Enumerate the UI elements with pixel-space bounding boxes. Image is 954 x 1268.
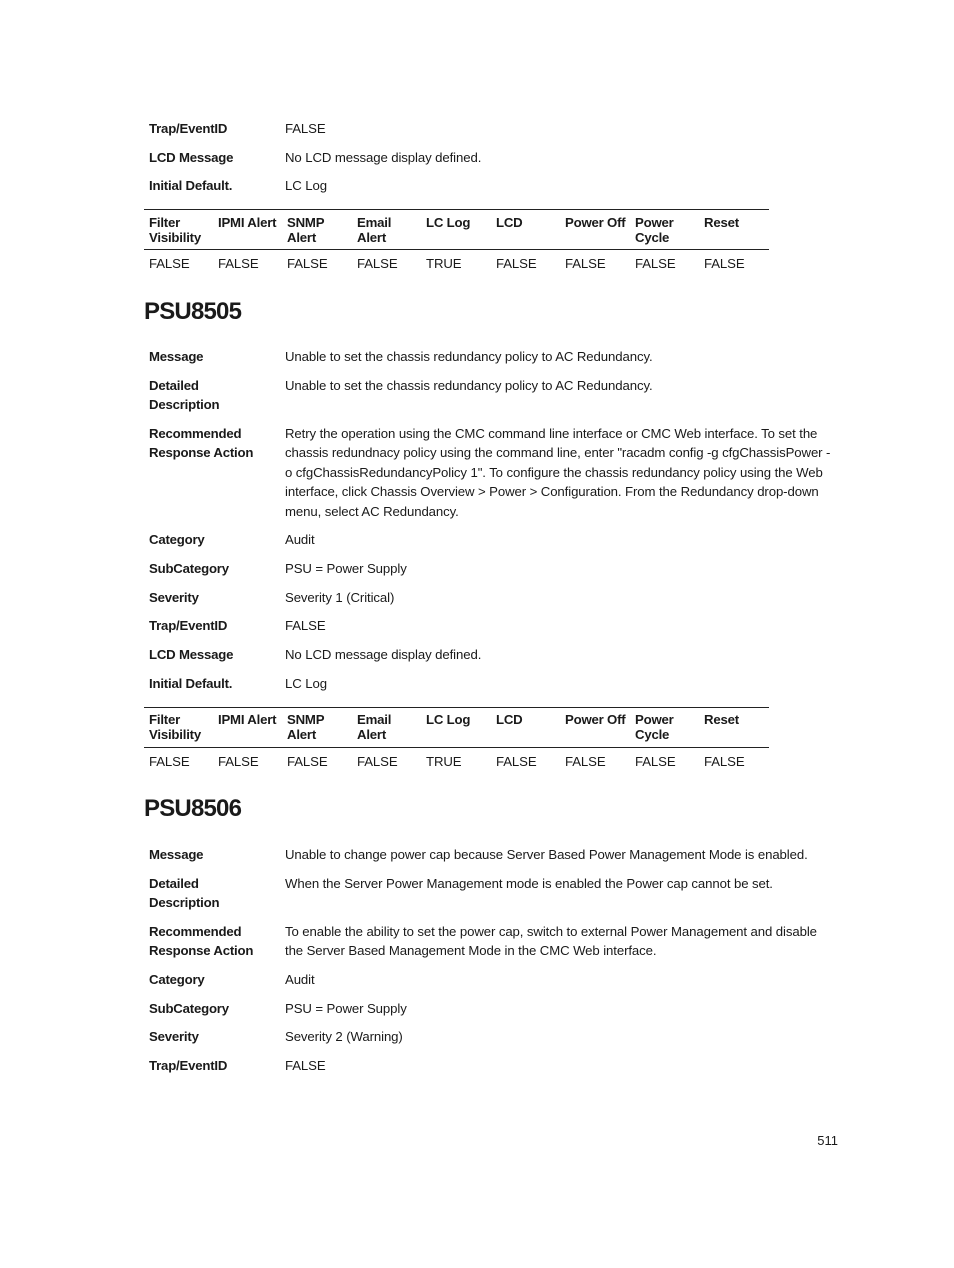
- table-cell: FALSE: [704, 754, 745, 769]
- table-top-rule: [144, 209, 769, 210]
- flags-table: [144, 209, 769, 275]
- field-label: Initial Default.: [149, 676, 233, 691]
- table-cell: TRUE: [426, 754, 462, 769]
- field-value: Unable to set the chassis redundancy policy to AC Redundancy.: [285, 349, 653, 364]
- field-label: Trap/EventID: [149, 121, 228, 136]
- header-reset: Reset: [704, 712, 739, 727]
- header-reset: Reset: [704, 215, 739, 230]
- header-snmp-alert: SNMP Alert: [287, 215, 325, 245]
- table-cell: FALSE: [357, 256, 398, 271]
- table-cell: FALSE: [635, 754, 676, 769]
- field-value: Retry the operation using the CMC command line interface or CMC Web interface. To set the chassis redundnacy policy using the command line, enter "racadm config -g cfgChassisPower - o cfgChassisRedundancyPolicy 1". To configure the chassis redundancy policy using the Web interface, click Chassis Overview > Power > Configuration. From the Redundancy drop-down menu, select AC Redundancy.: [285, 426, 831, 519]
- field-label: Trap/EventID: [149, 618, 228, 633]
- field-label: Message: [149, 349, 204, 364]
- field-value: FALSE: [285, 1058, 326, 1073]
- field-label: LCD Message: [149, 150, 234, 165]
- header-ipmi-alert: IPMI Alert: [218, 712, 277, 727]
- field-label: Category: [149, 532, 205, 547]
- field-value: Audit: [285, 532, 315, 547]
- header-lcd: LCD: [496, 712, 523, 727]
- field-label: SubCategory: [149, 561, 229, 576]
- field-label: Severity: [149, 1029, 199, 1044]
- field-value: No LCD message display defined.: [285, 647, 482, 662]
- field-value: LC Log: [285, 178, 327, 193]
- table-cell: FALSE: [565, 754, 606, 769]
- header-power-cycle: Power Cycle: [635, 712, 674, 742]
- table-cell: FALSE: [635, 256, 676, 271]
- table-header-rule: [144, 747, 769, 748]
- header-filter-visibility: Filter Visibility: [149, 215, 201, 245]
- field-value: Unable to change power cap because Server Based Power Management Mode is enabled.: [285, 847, 808, 862]
- field-value: Severity 2 (Warning): [285, 1029, 403, 1044]
- page-number: 511: [817, 1133, 838, 1148]
- field-value: PSU = Power Supply: [285, 1001, 407, 1016]
- table-cell: FALSE: [357, 754, 398, 769]
- table-cell: FALSE: [218, 256, 259, 271]
- field-label: LCD Message: [149, 647, 234, 662]
- section-heading: PSU8505: [144, 298, 242, 325]
- table-cell: FALSE: [287, 754, 328, 769]
- field-value: When the Server Power Management mode is enabled the Power cap cannot be set.: [285, 876, 773, 891]
- table-top-rule: [144, 707, 769, 708]
- field-value: To enable the ability to set the power cap, switch to external Power Management and disable the Server Based Management Mode in the CMC Web interface.: [285, 924, 817, 959]
- field-label: Severity: [149, 590, 199, 605]
- header-lc-log: LC Log: [426, 712, 471, 727]
- table-cell: FALSE: [496, 754, 537, 769]
- field-label: Recommended Response Action: [149, 924, 254, 959]
- table-cell: FALSE: [218, 754, 259, 769]
- header-email-alert: Email Alert: [357, 712, 392, 742]
- field-value: No LCD message display defined.: [285, 150, 482, 165]
- header-ipmi-alert: IPMI Alert: [218, 215, 277, 230]
- field-label: Recommended Response Action: [149, 426, 254, 461]
- flags-table: [144, 707, 769, 773]
- field-label: Trap/EventID: [149, 1058, 228, 1073]
- field-label: Initial Default.: [149, 178, 233, 193]
- field-value: FALSE: [285, 121, 326, 136]
- field-label: Message: [149, 847, 204, 862]
- header-filter-visibility: Filter Visibility: [149, 712, 201, 742]
- section-heading: PSU8506: [144, 795, 242, 822]
- header-snmp-alert: SNMP Alert: [287, 712, 325, 742]
- field-value: Severity 1 (Critical): [285, 590, 395, 605]
- table-header-rule: [144, 249, 769, 250]
- field-value: PSU = Power Supply: [285, 561, 407, 576]
- field-label: SubCategory: [149, 1001, 229, 1016]
- header-power-off: Power Off: [565, 215, 626, 230]
- field-value: Unable to set the chassis redundancy policy to AC Redundancy.: [285, 378, 653, 393]
- table-cell: FALSE: [287, 256, 328, 271]
- table-cell: FALSE: [149, 256, 190, 271]
- field-value: FALSE: [285, 618, 326, 633]
- table-cell: FALSE: [496, 256, 537, 271]
- table-cell: FALSE: [149, 754, 190, 769]
- field-value: Audit: [285, 972, 315, 987]
- header-power-cycle: Power Cycle: [635, 215, 674, 245]
- field-label: Detailed Description: [149, 378, 220, 413]
- field-label: Detailed Description: [149, 876, 220, 911]
- field-value: LC Log: [285, 676, 327, 691]
- table-cell: FALSE: [565, 256, 606, 271]
- header-lcd: LCD: [496, 215, 523, 230]
- table-cell: TRUE: [426, 256, 462, 271]
- header-email-alert: Email Alert: [357, 215, 392, 245]
- table-cell: FALSE: [704, 256, 745, 271]
- header-power-off: Power Off: [565, 712, 626, 727]
- header-lc-log: LC Log: [426, 215, 471, 230]
- field-label: Category: [149, 972, 205, 987]
